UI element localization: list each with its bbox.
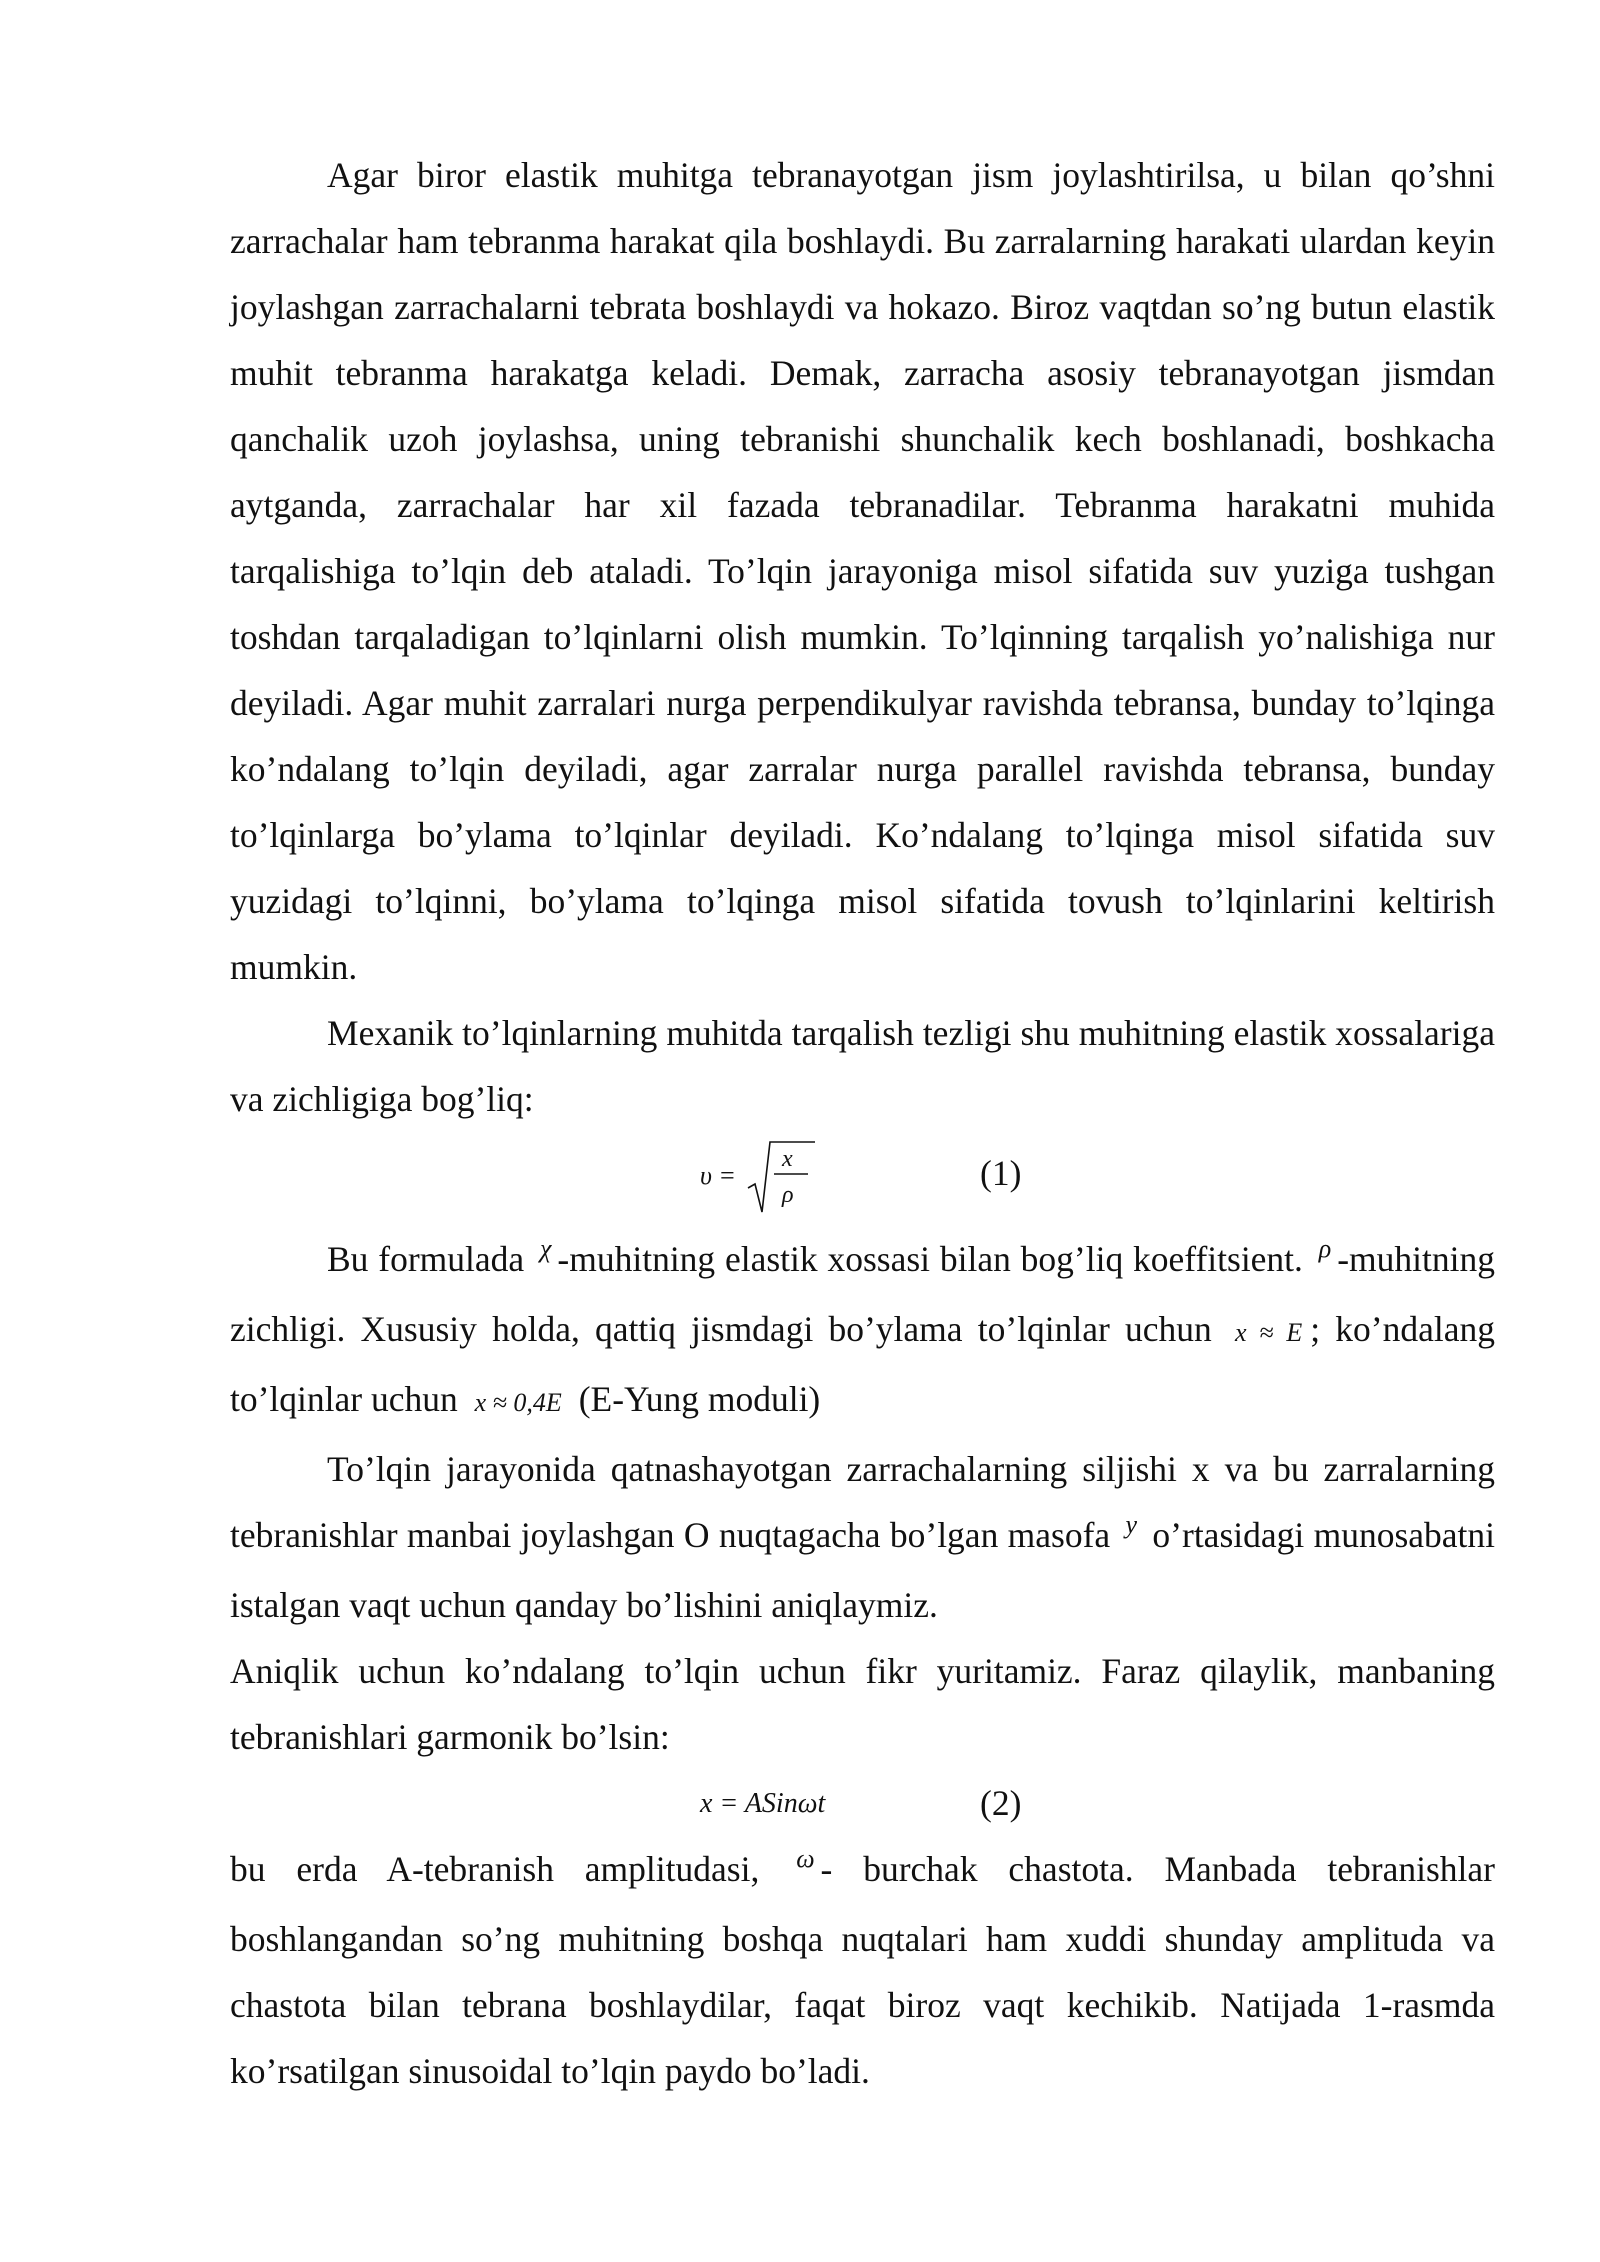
equation-1-denominator: ρ xyxy=(782,1182,794,1208)
relation-transverse: x ≈ 0,4E xyxy=(474,1388,562,1417)
coefficients-text-c: -muhitning zichligi. Xususiy holda, qattiq jismdagi bo’ylama to’lqinlar uchun xyxy=(230,1239,1496,1349)
paragraph-waves-intro: Agar biror elastik muhitga tebranayotgan jism joylashtirilsa, u bilan qo’shni zarrachalar ham tebranma harakat qila boshlaydi. Bu zarralarning harakati ulardan keyin joylashgan zarrachalarni tebrata boshlaydi va hokazo. Biroz vaqtdan so’ng butun elastik muhit tebranma harakatga keladi. Demak, zarracha asosiy tebranayotgan jismdan qanchalik uzoh joylashsa, uning tebranishi shunchalik kech boshlanadi, boshkacha aytganda, zarrachalar har xil fazada tebranadilar. Tebranma harakatni muhida tarqalishiga to’lqin deb ataladi. To’lqin jarayoniga misol sifatida suv yuziga tushgan toshdan tarqaladigan to’lqinlarni olish mumkin. To’lqinning tarqalish yo’nalishiga nur deyiladi. Agar muhit zarralari nurga perpendikulyar ravishda tebransa, bunday to’lqinga ko’ndalang to’lqin deyiladi, agar zarralar nurga parallel ravishda tebransa, bunday to’lqinlarga bo’ylama to’lqinlar deyiladi. Ko’ndalang to’lqinga misol sifatida suv yuzidagi to’lqinni, bo’ylama to’lqinga misol sifatida tovush to’lqinlarini keltirish mumkin. xyxy=(230,155,1495,987)
amplitude-text-b: - burchak chastota. Manbada tebranishlar boshlangandan so’ng muhitning boshqa nuqtalari ham xuddi shunday amplituda va chastota bilan tebrana boshlaydilar, faqat biroz vaqt kechikib. Natijada 1-rasmda ko’rsatilgan sinusoidal to’lqin paydo bo’ladi. xyxy=(230,1849,1495,2091)
equation-2-row xyxy=(230,1770,1495,1836)
relation-longitudinal: x ≈ E xyxy=(1234,1318,1303,1347)
chi-symbol: χ xyxy=(539,1234,552,1263)
paragraph-displacement xyxy=(230,1436,1495,1638)
equation-1-numerator: x xyxy=(782,1146,793,1172)
amplitude-text-a: bu erda A-tebranish amplitudasi, xyxy=(230,1849,791,1889)
equation-2-formula: x = ASinωt xyxy=(700,1788,826,1819)
paragraph-amplitude xyxy=(230,1836,1495,2104)
coefficients-text-d: ; ko’ndalang to’lqinlar uchun xyxy=(230,1309,1495,1419)
equation-1-row xyxy=(230,1132,1495,1226)
coefficients-text-b: -muhitning elastik xossasi bilan bog’liq koeffitsient. xyxy=(557,1239,1313,1279)
coefficients-text-e: (E-Yung moduli) xyxy=(569,1379,821,1419)
y-symbol: y xyxy=(1125,1510,1138,1539)
omega-symbol: ω xyxy=(796,1844,815,1873)
document-body xyxy=(230,142,1495,2104)
equation-1-formula xyxy=(700,1132,820,1222)
displacement-text-a: To’lqin jarayonida qatnashayotgan zarrachalarning siljishi x va bu zarralarning tebranishlar manbai joylashgan O nuqtagacha bo’lgan masofa xyxy=(230,1449,1495,1555)
equation-1-number: (1) xyxy=(980,1153,1022,1193)
equation-1-lhs: υ = xyxy=(700,1161,736,1190)
paragraph-coefficients xyxy=(230,1226,1495,1436)
paragraph-harmonic: Aniqlik uchun ko’ndalang to’lqin uchun fikr yuritamiz. Faraz qilaylik, manbaning tebranishlari garmonik bo’lsin: xyxy=(230,1651,1495,1757)
paragraph-wave-speed: Mexanik to’lqinlarning muhitda tarqalish tezligi shu muhitning elastik xossalariga va zichligiga bog’liq: xyxy=(230,1013,1495,1119)
coefficients-text-a: Bu formulada xyxy=(327,1239,534,1279)
rho-symbol: ρ xyxy=(1318,1234,1332,1263)
equation-2-number: (2) xyxy=(980,1783,1022,1823)
displacement-text-b: o’rtasidagi munosabatni istalgan vaqt uchun qanday bo’lishini aniqlaymiz. xyxy=(230,1515,1496,1625)
